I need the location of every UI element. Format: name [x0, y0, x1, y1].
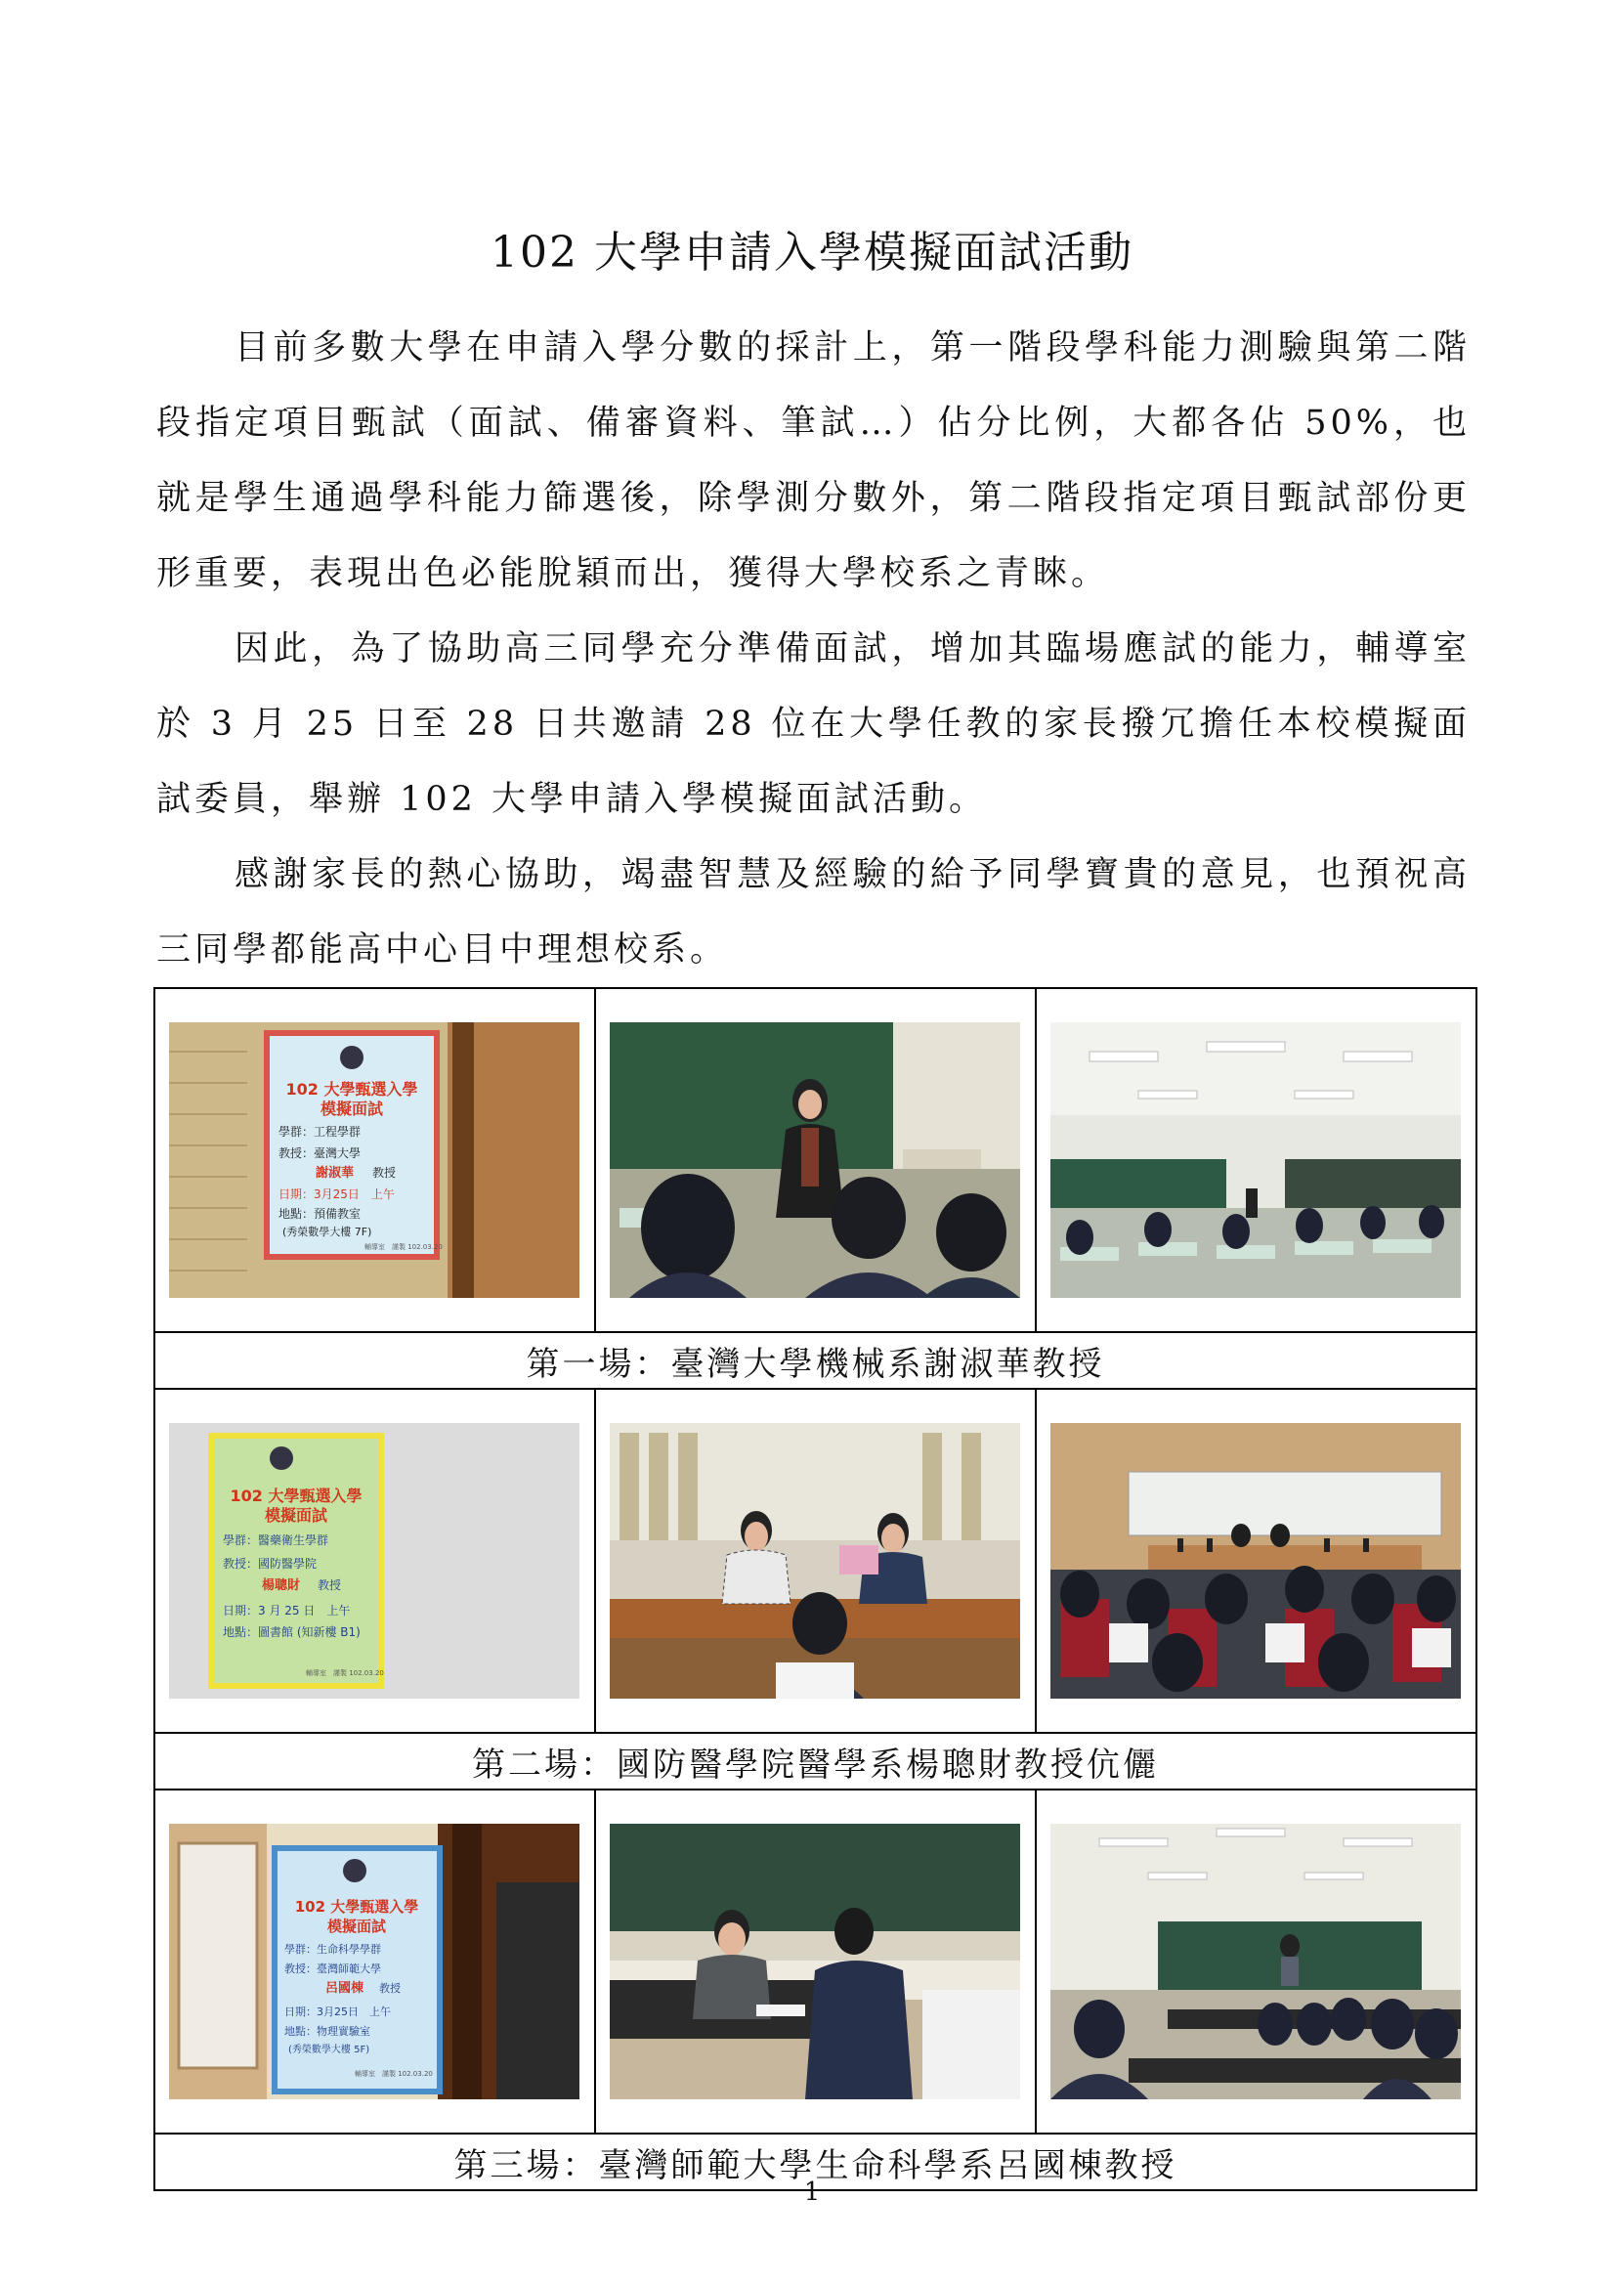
- poster-place-2: (秀榮數學大樓 7F): [282, 1226, 372, 1238]
- poster-title-1: 102 大學甄選入學: [230, 1487, 363, 1505]
- poster-prof-name: 呂國棟: [325, 1981, 364, 1996]
- poster-title-2: 模擬面試: [326, 1918, 387, 1935]
- poster-place: 地點：預備教室: [278, 1207, 362, 1221]
- photo-cell: [1036, 988, 1476, 1332]
- photo-cell: [595, 988, 1036, 1332]
- poster-footer: 輔導室 謹製 102.03.20: [355, 2070, 433, 2078]
- classroom-photo: [610, 1022, 1020, 1298]
- poster-prof-name: 謝淑華: [316, 1166, 355, 1181]
- poster-prof-label: 教授：臺灣師範大學: [284, 1963, 381, 1975]
- poster-photo: [169, 1824, 579, 2099]
- photo-cell: [154, 1790, 595, 2134]
- paragraph-2: 因此，為了協助高三同學充分準備面試，增加其臨場應試的能力，輔導室於 3 月 25 日至 28 日共邀請 28 位在大學任教的家長撥冗擔任本校模擬面試委員，舉辦 102 大學申請入學模擬面試活動。: [156, 629, 1471, 819]
- body-text: [156, 311, 1471, 988]
- poster-date: 日期：3 月 25 日 上午: [223, 1604, 351, 1617]
- photo-cell: [1036, 1790, 1476, 2134]
- poster-group: 學群：生命科學學群: [284, 1943, 381, 1956]
- poster-group: 學群：醫藥衛生學群: [223, 1533, 329, 1547]
- paragraph-3: 感謝家長的熱心協助，竭盡智慧及經驗的給予同學寶貴的意見，也預祝高三同學都能高中心目中理想校系。: [156, 855, 1471, 970]
- poster-group: 學群：工程學群: [278, 1125, 362, 1139]
- library-photo: [610, 1423, 1020, 1699]
- photo-row-2: [154, 1389, 1476, 1733]
- lab-photo: [610, 1824, 1020, 2099]
- poster-prof-title: 教授: [372, 1166, 397, 1180]
- classroom-photo: [1050, 1022, 1461, 1298]
- lab-photo: [1050, 1824, 1461, 2099]
- poster-place: 地點：物理實驗室: [284, 2025, 370, 2038]
- photo-cell: [154, 1389, 595, 1733]
- poster-title-1: 102 大學甄選入學: [294, 1898, 419, 1916]
- page-title: 102 大學申請入學模擬面試活動: [491, 228, 1133, 278]
- poster-prof-label: 教授：臺灣大學: [278, 1146, 362, 1160]
- poster-photo: [169, 1022, 579, 1298]
- poster-prof-label: 教授：國防醫學院: [223, 1557, 318, 1571]
- photo-row-1: [154, 988, 1476, 1332]
- poster-date: 日期：3月25日 上午: [278, 1187, 395, 1201]
- poster-prof-title: 教授: [379, 1982, 401, 1995]
- poster-prof-name: 楊聰財: [262, 1578, 301, 1593]
- paragraph-1: 目前多數大學在申請入學分數的採計上，第一階段學科能力測驗與第二階段指定項目甄試（面試、備審資料、筆試…）佔分比例，大都各佔 50%，也就是學生通過學科能力篩選後，除學測分數外，第二階段指定項目甄試部份更形重要，表現出色必能脫穎而出，獲得大學校系之青睞。: [156, 328, 1471, 593]
- photo-cell: [595, 1790, 1036, 2134]
- photo-row-3: [154, 1790, 1476, 2134]
- poster-photo: [169, 1423, 579, 1699]
- photo-cell: [1036, 1389, 1476, 1733]
- poster-title-2: 模擬面試: [320, 1100, 384, 1118]
- session-caption-3: 第三場：臺灣師範大學生命科學系呂國棟教授: [154, 2134, 1476, 2190]
- session-caption-1: 第一場：臺灣大學機械系謝淑華教授: [154, 1332, 1476, 1389]
- photo-cell: [154, 988, 595, 1332]
- photo-table: [153, 987, 1477, 2191]
- poster-place: 地點：圖書館 (知新樓 B1): [223, 1625, 361, 1639]
- session-caption-2: 第二場：國防醫學院醫學系楊聰財教授伉儷: [154, 1733, 1476, 1790]
- poster-title-2: 模擬面試: [264, 1506, 328, 1525]
- poster-prof-title: 教授: [318, 1578, 342, 1592]
- photo-cell: [595, 1389, 1036, 1733]
- page-number: 1: [803, 2178, 821, 2207]
- poster-title-1: 102 大學甄選入學: [285, 1080, 418, 1099]
- poster-date: 日期：3月25日 上午: [284, 2006, 391, 2018]
- library-photo: [1050, 1423, 1461, 1699]
- poster-footer: 輔導室 謹製 102.03.20: [306, 1669, 384, 1677]
- poster-footer: 輔導室 謹製 102.03.20: [364, 1243, 443, 1251]
- poster-place-2: (秀榮數學大樓 5F): [288, 2045, 370, 2055]
